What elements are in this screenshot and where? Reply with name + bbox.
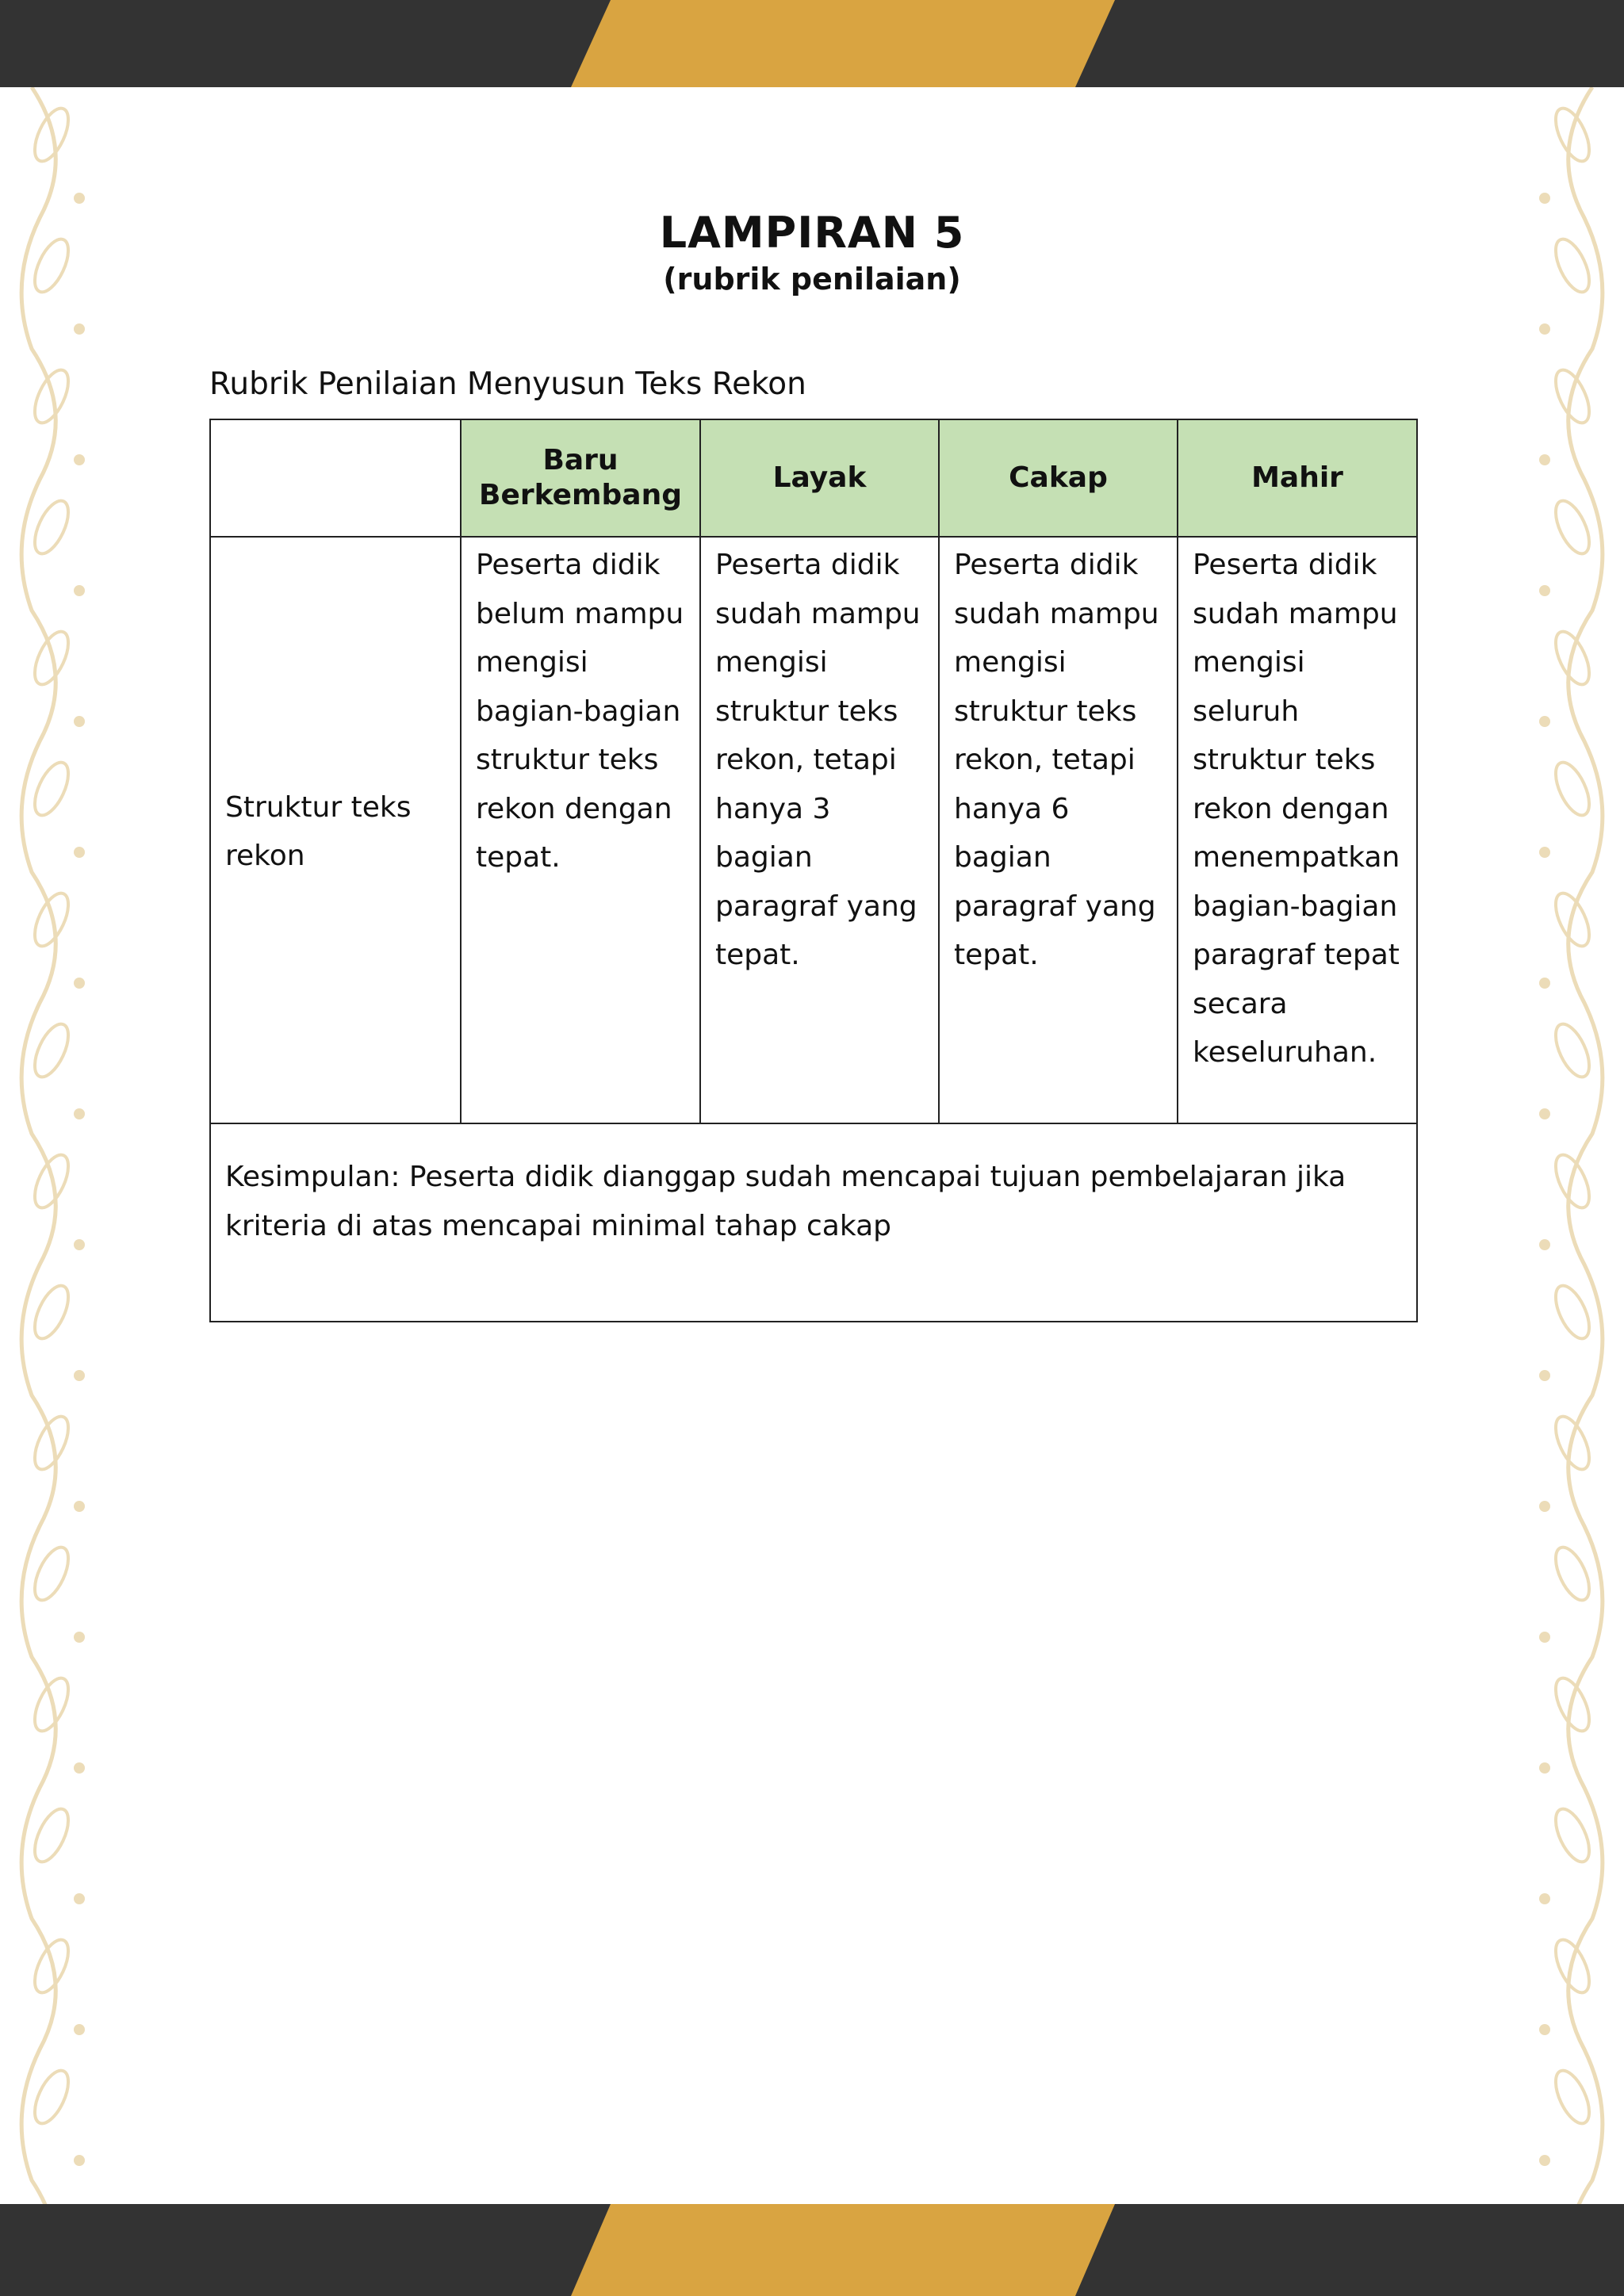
- header-mahir: Mahir: [1178, 419, 1417, 537]
- header-cakap: Cakap: [939, 419, 1178, 537]
- left-vine-ornament: [0, 87, 95, 2204]
- level-layak-text: Peserta didik sudah mampu mengisi struktur teks rekon, tetapi hanya 3 bagian paragraf yang tepat.: [700, 537, 939, 1123]
- header-baru-berkembang: Baru Berkembang: [461, 419, 700, 537]
- footer-band: [0, 2204, 1624, 2291]
- page-subtitle: (rubrik penilaian): [663, 262, 961, 297]
- conclusion-text: Kesimpulan: Peserta didik dianggap sudah mencapai tujuan pembelajaran jika kriteria di atas mencapai minimal tahap cakap: [210, 1123, 1417, 1322]
- rubric-table: [209, 419, 1418, 1322]
- right-vine-ornament: [1529, 87, 1624, 2204]
- page-title: LAMPIRAN 5: [659, 208, 965, 258]
- level-mahir-text: Peserta didik sudah mampu mengisi seluruh struktur teks rekon dengan menempatkan bagian-bagian paragraf tepat secara keseluruhan.: [1178, 537, 1417, 1123]
- rubric-header-row: [210, 419, 1417, 537]
- header-band: [0, 0, 1624, 87]
- level-cakap-text: Peserta didik sudah mampu mengisi struktur teks rekon, tetapi hanya 6 bagian paragraf yang tepat.: [939, 537, 1178, 1123]
- criterion-label: Struktur teks rekon: [210, 537, 461, 1123]
- header-layak: Layak: [700, 419, 939, 537]
- level-baru-berkembang-text: Peserta didik belum mampu mengisi bagian-bagian struktur teks rekon dengan tepat.: [461, 537, 700, 1123]
- table-caption: Rubrik Penilaian Menyusun Teks Rekon: [209, 366, 806, 402]
- header-blank-cell: [210, 419, 461, 537]
- rubric-criterion-row: [210, 537, 1417, 1123]
- rubric-conclusion-row: [210, 1123, 1417, 1322]
